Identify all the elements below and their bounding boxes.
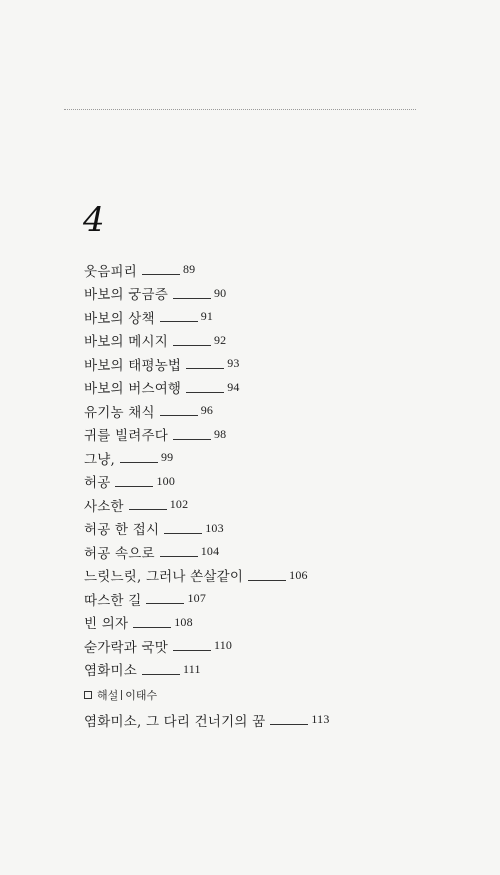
leader-line: [142, 274, 180, 275]
toc-entry-page: 111: [182, 661, 201, 676]
toc-entry-page: 102: [169, 497, 189, 512]
leader-line: [142, 674, 180, 675]
toc-entry-title: 유기농 채식: [84, 404, 155, 421]
toc-entry[interactable]: [84, 517, 464, 541]
leader-line: [115, 486, 153, 487]
section-number: 4: [83, 200, 105, 240]
toc-entry[interactable]: [84, 470, 464, 494]
leader-line: [164, 533, 202, 534]
toc-entry-page: 110: [213, 638, 233, 653]
toc-entry-title: 바보의 버스여행: [84, 381, 182, 398]
toc-entry-page: 93: [227, 356, 240, 371]
toc-entry-title: 허공: [84, 475, 111, 492]
leader-line: [160, 415, 198, 416]
toc-entry-page: 107: [187, 591, 207, 606]
toc-entry[interactable]: [84, 352, 464, 376]
toc-entry-title: 염화미소: [84, 663, 137, 680]
toc-entry[interactable]: [84, 446, 464, 470]
toc-entry-page: 113: [311, 712, 330, 727]
leader-line: [186, 368, 224, 369]
toc-entry-title: 따스한 길: [84, 592, 142, 609]
square-bullet-icon: [84, 691, 92, 699]
toc-entry-page: 96: [200, 403, 214, 418]
dotted-divider: [64, 109, 416, 110]
toc-entry-page: 89: [182, 262, 196, 277]
toc-entry-title: 허공 한 접시: [84, 522, 160, 539]
toc-entry-page: 104: [200, 544, 220, 559]
toc-entry[interactable]: [84, 611, 464, 635]
toc-entry-title: 귀를 빌려주다: [84, 428, 168, 445]
commentary-heading: [84, 686, 157, 704]
leader-line: [173, 298, 211, 299]
leader-line: [129, 509, 167, 510]
toc-entry-page: 98: [213, 426, 227, 441]
toc-entry-title: 바보의 궁금증: [84, 287, 168, 304]
leader-line: [160, 321, 198, 322]
toc-entry-title: 웃음피리: [84, 263, 137, 280]
toc-entry[interactable]: [84, 305, 464, 329]
toc-entry[interactable]: [84, 634, 464, 658]
table-of-contents: [84, 258, 464, 681]
toc-entry[interactable]: [84, 376, 464, 400]
toc-entry-commentary[interactable]: [84, 708, 330, 732]
leader-line: [160, 556, 198, 557]
leader-line: [120, 462, 158, 463]
toc-entry-title: 허공 속으로: [84, 545, 155, 562]
leader-line: [133, 627, 171, 628]
toc-entry-page: 103: [205, 520, 224, 535]
commentary-label: 해설: [97, 689, 119, 702]
toc-entry-title: 빈 의자: [84, 616, 129, 633]
leader-line: [146, 603, 184, 604]
toc-entry[interactable]: [84, 540, 464, 564]
toc-entry[interactable]: [84, 258, 464, 282]
toc-entry-page: 90: [213, 285, 227, 300]
leader-line: [186, 392, 224, 393]
toc-entry[interactable]: [84, 329, 464, 353]
toc-entry-page: 92: [213, 332, 227, 347]
toc-entry[interactable]: [84, 587, 464, 611]
toc-entry-title: 바보의 메시지: [84, 334, 168, 351]
toc-entry-page: 100: [156, 473, 176, 488]
toc-entry-title: 염화미소, 그 다리 건너기의 꿈: [84, 713, 266, 730]
toc-entry-title: 느릿느릿, 그러나 쏜살같이: [84, 569, 244, 586]
toc-entry[interactable]: [84, 399, 464, 423]
toc-entry-page: 106: [289, 567, 308, 582]
toc-entry-title: 바보의 태평농법: [84, 357, 182, 374]
toc-entry-page: 91: [200, 309, 214, 324]
toc-entry[interactable]: [84, 564, 464, 588]
leader-line: [270, 724, 308, 725]
leader-line: [248, 580, 286, 581]
toc-entry-title: 숟가락과 국맛: [84, 639, 168, 656]
toc-entry[interactable]: [84, 658, 464, 682]
toc-entry-title: 사소한: [84, 498, 124, 515]
leader-line: [173, 439, 211, 440]
vertical-separator: [121, 690, 122, 700]
toc-entry-page: 94: [227, 379, 240, 394]
leader-line: [173, 650, 211, 651]
toc-entry[interactable]: [84, 423, 464, 447]
leader-line: [173, 345, 211, 346]
toc-entry-page: 108: [174, 614, 193, 629]
commentary-author: 이태수: [125, 689, 158, 702]
toc-entry-title: 바보의 상책: [84, 310, 155, 327]
toc-entry[interactable]: [84, 282, 464, 306]
toc-entry[interactable]: [84, 493, 464, 517]
toc-entry-page: 99: [160, 450, 174, 465]
toc-entry-title: 그냥,: [84, 451, 115, 468]
